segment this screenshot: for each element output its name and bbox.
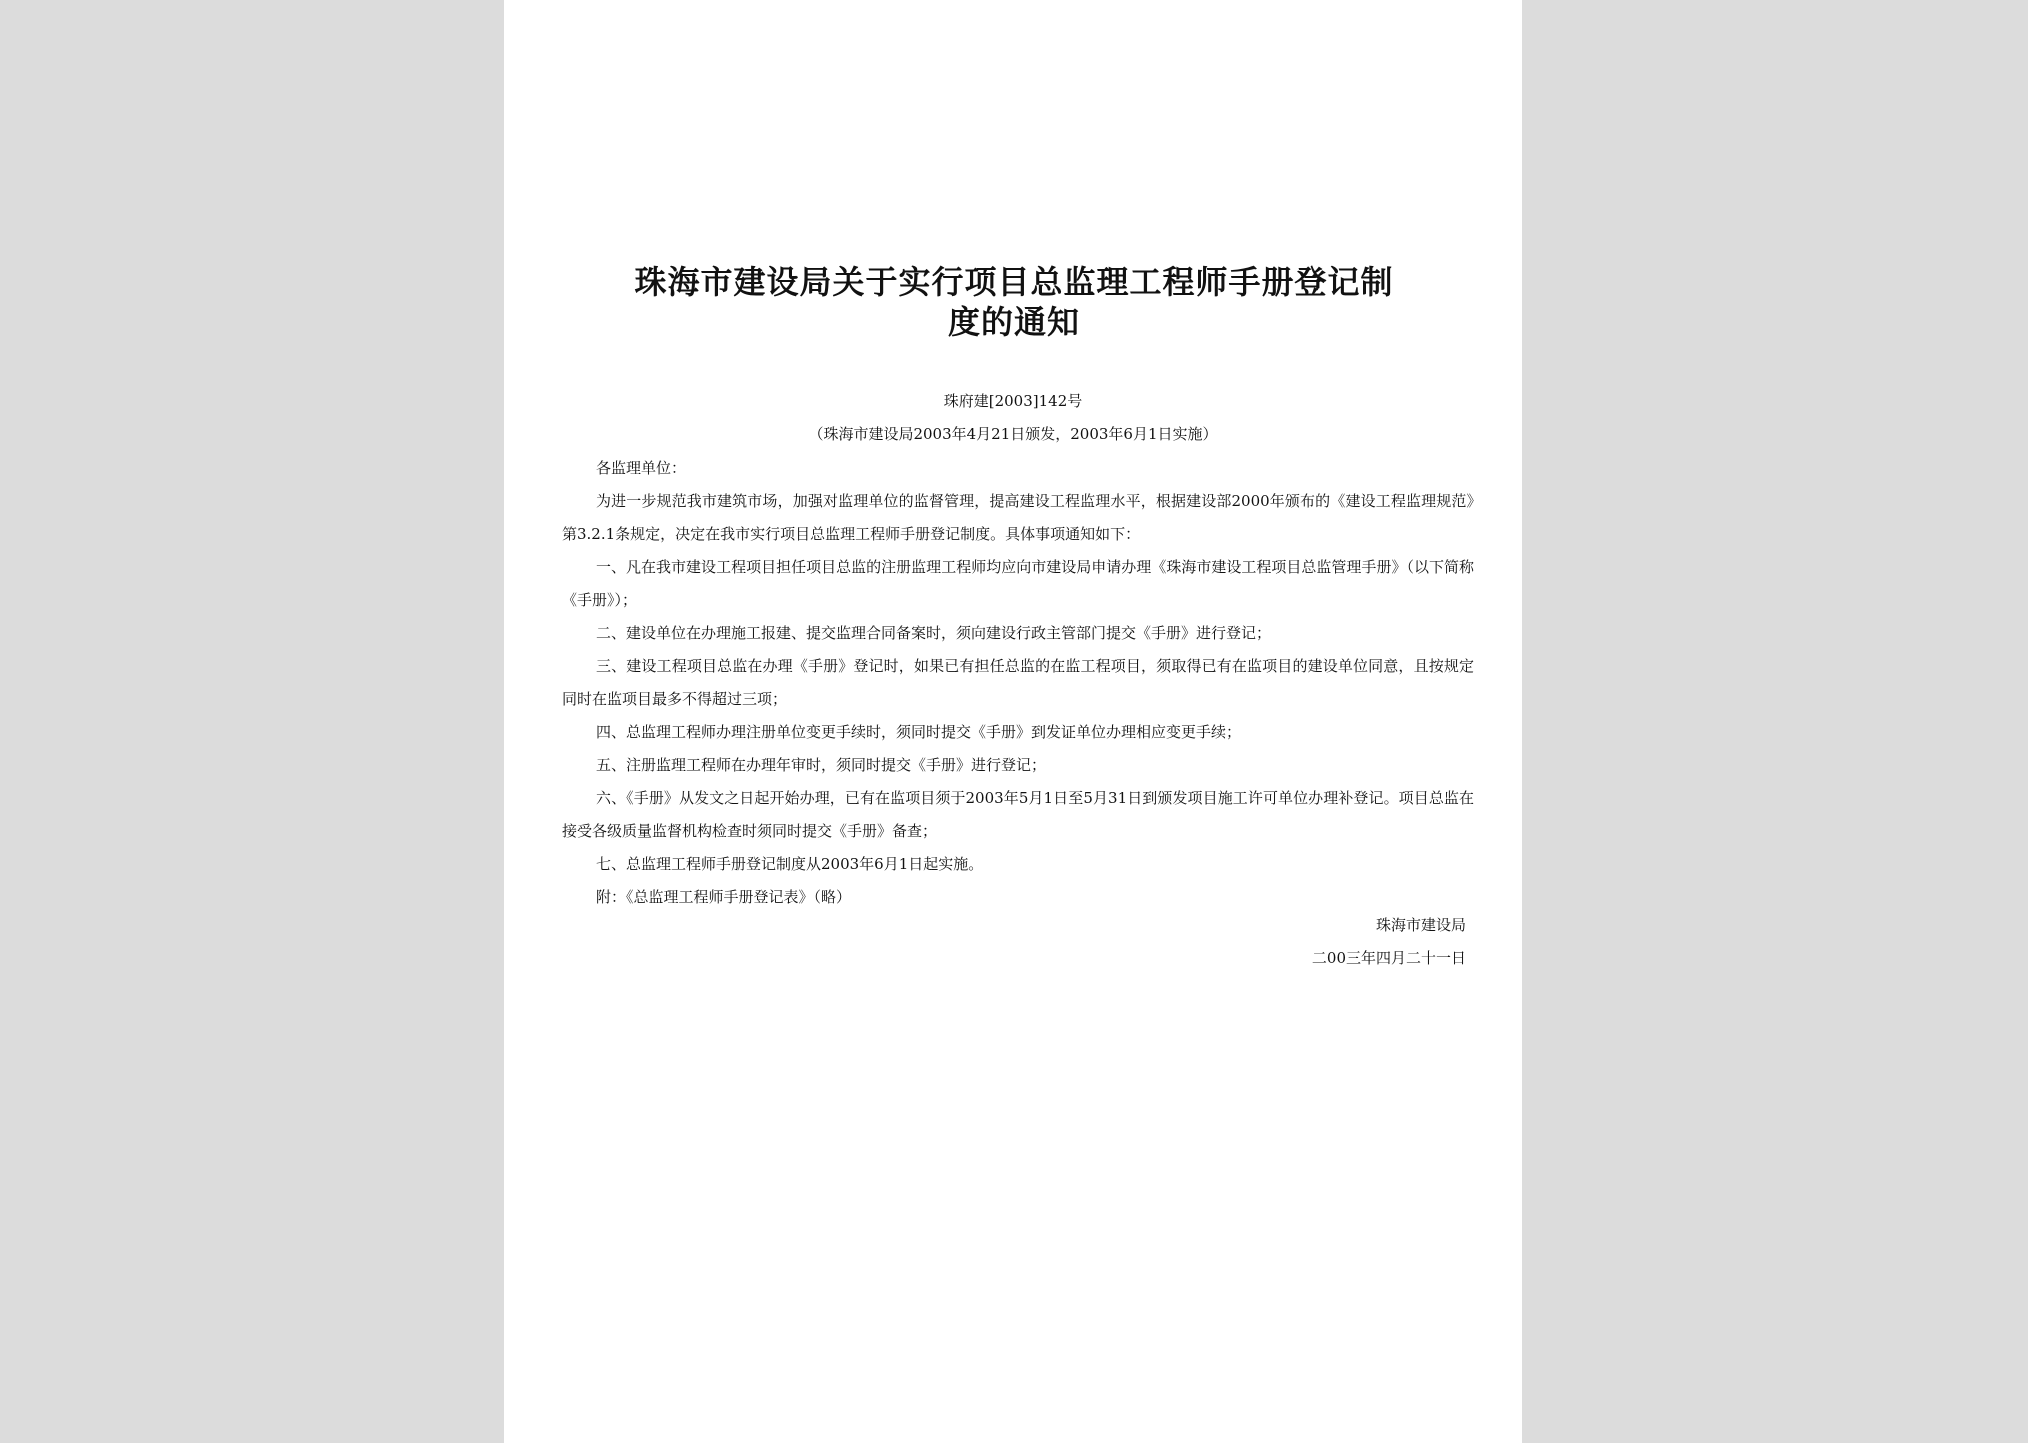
title-line-1: 珠海市建设局关于实行项目总监理工程师手册登记制 bbox=[634, 263, 1394, 301]
document-body bbox=[562, 452, 1474, 914]
document-page bbox=[504, 0, 1522, 1443]
paragraph: 二、建设单位在办理施工报建、提交监理合同备案时，须向建设行政主管部门提交《手册》进行登记； bbox=[596, 624, 1272, 642]
paragraph: 六、《手册》从发文之日起开始办理，已有在监项目须于2003年5月1日至5月31日到颁发项目施工许可单位办理补登记。项目总监在接受各级质量监督机构检查时须同时提交《手册》备查； bbox=[562, 789, 1474, 840]
sign-date: 二00三年四月二十一日 bbox=[1311, 949, 1466, 967]
paragraph: 五、注册监理工程师在办理年审时，须同时提交《手册》进行登记； bbox=[596, 756, 1047, 774]
salutation: 各监理单位： bbox=[596, 459, 687, 477]
doc-number: 珠府建[2003]142号 bbox=[943, 392, 1083, 410]
issued-note: （珠海市建设局2003年4月21日颁发，2003年6月1日实施） bbox=[808, 425, 1218, 443]
document-title bbox=[584, 262, 1444, 342]
paragraph: 七、总监理工程师手册登记制度从2003年6月1日起实施。 bbox=[596, 855, 984, 873]
paragraph: 三、建设工程项目总监在办理《手册》登记时，如果已有担任总监的在监工程项目，须取得已有在监项目的建设单位同意，且按规定同时在监项目最多不得超过三项； bbox=[562, 657, 1474, 708]
signer: 珠海市建设局 bbox=[1375, 916, 1466, 934]
paragraph: 四、总监理工程师办理注册单位变更手续时，须同时提交《手册》到发证单位办理相应变更手续； bbox=[596, 723, 1242, 741]
attachment-note: 附：《总监理工程师手册登记表》（略） bbox=[596, 888, 852, 906]
paragraph: 为进一步规范我市建筑市场，加强对监理单位的监督管理，提高建设工程监理水平，根据建设部2000年颁布的《建设工程监理规范》第3.2.1条规定，决定在我市实行项目总监理工程师手册登记制度。具体事项通知如下： bbox=[562, 492, 1474, 543]
paragraph: 一、凡在我市建设工程项目担任项目总监的注册监理工程师均应向市建设局申请办理《珠海市建设工程项目总监管理手册》（以下简称《手册》）； bbox=[562, 558, 1474, 609]
title-line-2: 度的通知 bbox=[947, 303, 1080, 341]
